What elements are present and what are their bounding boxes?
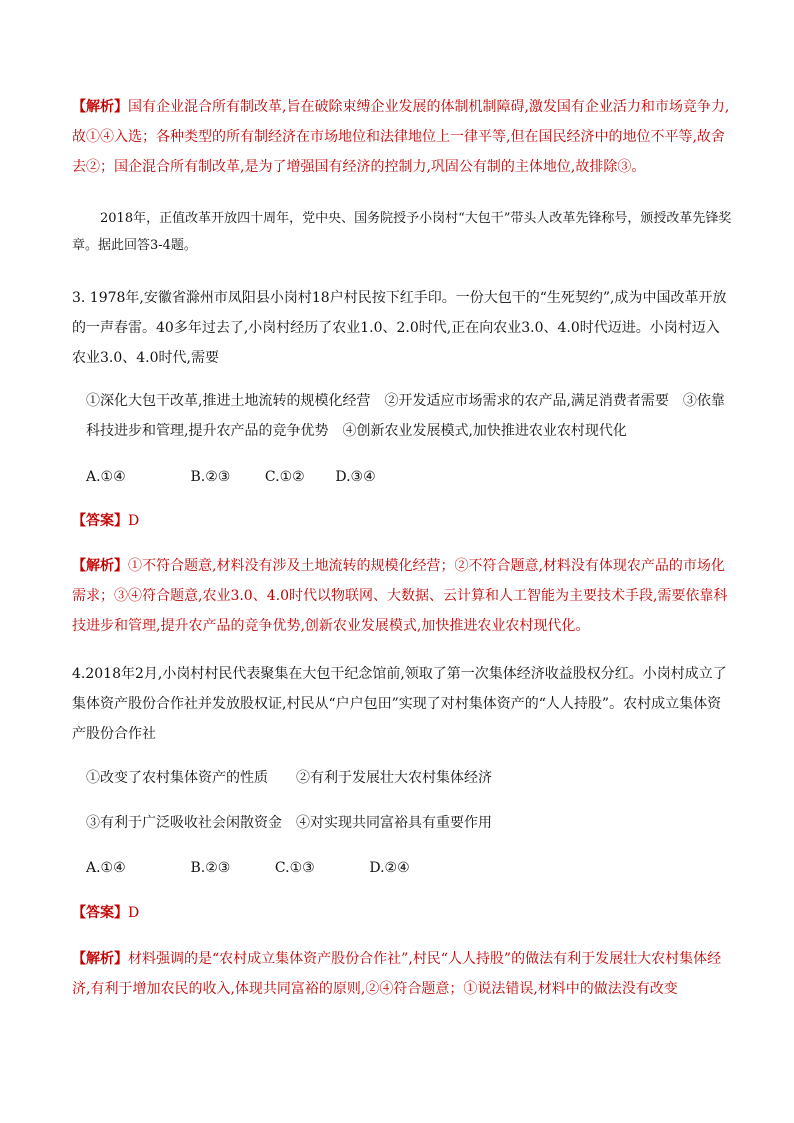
choice-b[interactable]: B.②③ bbox=[190, 469, 231, 485]
analysis-block-1 bbox=[72, 92, 732, 182]
answer-tag: 【答案】 bbox=[72, 513, 128, 529]
answer-4 bbox=[72, 898, 139, 928]
question-3-stem: 3. 1978年,安徽省滁州市凤阳县小岗村18户村民按下红手印。一份大包干的“生死契约”,成为中国改革开放的一声春雷。40多年过去了,小岗村经历了农业1.0、2.0时代,正在向农业3.0、4.0时代迈进。小岗村迈入农业3.0、4.0时代,需要 bbox=[72, 290, 727, 366]
choice-a[interactable]: A.①④ bbox=[86, 860, 126, 876]
question-3-choices bbox=[86, 462, 376, 492]
analysis-text: 国有企业混合所有制改革,旨在破除束缚企业发展的体制机制障碍,激发国有企业活力和市场竞争力,故①④入选；各种类型的所有制经济在市场地位和法律地位上一律平等,但在国民经济中的地位不平等,故舍去②；国企混合所有制改革,是为了增强国有经济的控制力,巩固公有制的主体地位,故排除③。 bbox=[72, 99, 730, 175]
analysis-text: ①不符合题意,材料没有涉及土地流转的规模化经营；②不符合题意,材料没有体现农产品的市场化需求；③④符合题意,农业3.0、4.0时代以物联网、大数据、云计算和人工智能为主要技术手段,需要依靠科技进步和管理,提升农产品的竞争优势,创新农业发展模式,加快推进农业农村现代化。 bbox=[72, 558, 728, 634]
question-3-statements: ①深化大包干改革,推进土地流转的规模化经营 ②开发适应市场需求的农产品,满足消费者需要 ③依靠科技进步和管理,提升农产品的竞争优势 ④创新农业发展模式,加快推进农业农村现代化 bbox=[86, 393, 725, 439]
choice-d[interactable]: D.③④ bbox=[335, 469, 376, 485]
material-paragraph: 2018年，正值改革开放四十周年，党中央、国务院授予小岗村“大包干”带头人改革先锋称号，颁授改革先锋奖章。据此回答3-4题。 bbox=[72, 211, 732, 253]
analysis-tag: 【解析】 bbox=[72, 99, 128, 115]
question-4-stem: 4.2018年2月,小岗村村民代表聚集在大包干纪念馆前,领取了第一次集体经济收益股权分红。小岗村成立了集体资产股份合作社并发放股权证,村民从“户户包田”实现了对村集体资产的“人人持股”。农村成立集体资产股份合作社 bbox=[72, 666, 727, 742]
choice-a[interactable]: A.①④ bbox=[86, 469, 126, 485]
choice-b[interactable]: B.②③ bbox=[190, 860, 231, 876]
analysis-block-3 bbox=[72, 551, 732, 641]
answer-value: D bbox=[128, 513, 140, 529]
analysis-block-4 bbox=[72, 944, 732, 1004]
analysis-tag: 【解析】 bbox=[72, 558, 128, 574]
choice-c[interactable]: C.①② bbox=[264, 469, 305, 485]
answer-value: D bbox=[128, 905, 140, 921]
question-4-statement-line-1: ①改变了农村集体资产的性质 ②有利于发展壮大农村集体经济 bbox=[86, 770, 492, 786]
question-4-choices bbox=[86, 853, 410, 883]
choice-d[interactable]: D.②④ bbox=[369, 860, 410, 876]
answer-3 bbox=[72, 506, 139, 536]
analysis-tag: 【解析】 bbox=[72, 951, 128, 967]
analysis-text: 材料强调的是“农村成立集体资产股份合作社”,村民“人人持股”的做法有利于发展壮大农村集体经济,有利于增加农民的收入,体现共同富裕的原则,②④符合题意；①说法错误,材料中的做法没有改变 bbox=[72, 951, 722, 997]
choice-c[interactable]: C.①③ bbox=[274, 860, 315, 876]
answer-tag: 【答案】 bbox=[72, 905, 128, 921]
question-4-statement-line-2: ③有利于广泛吸收社会闲散资金 ④对实现共同富裕具有重要作用 bbox=[86, 815, 492, 831]
